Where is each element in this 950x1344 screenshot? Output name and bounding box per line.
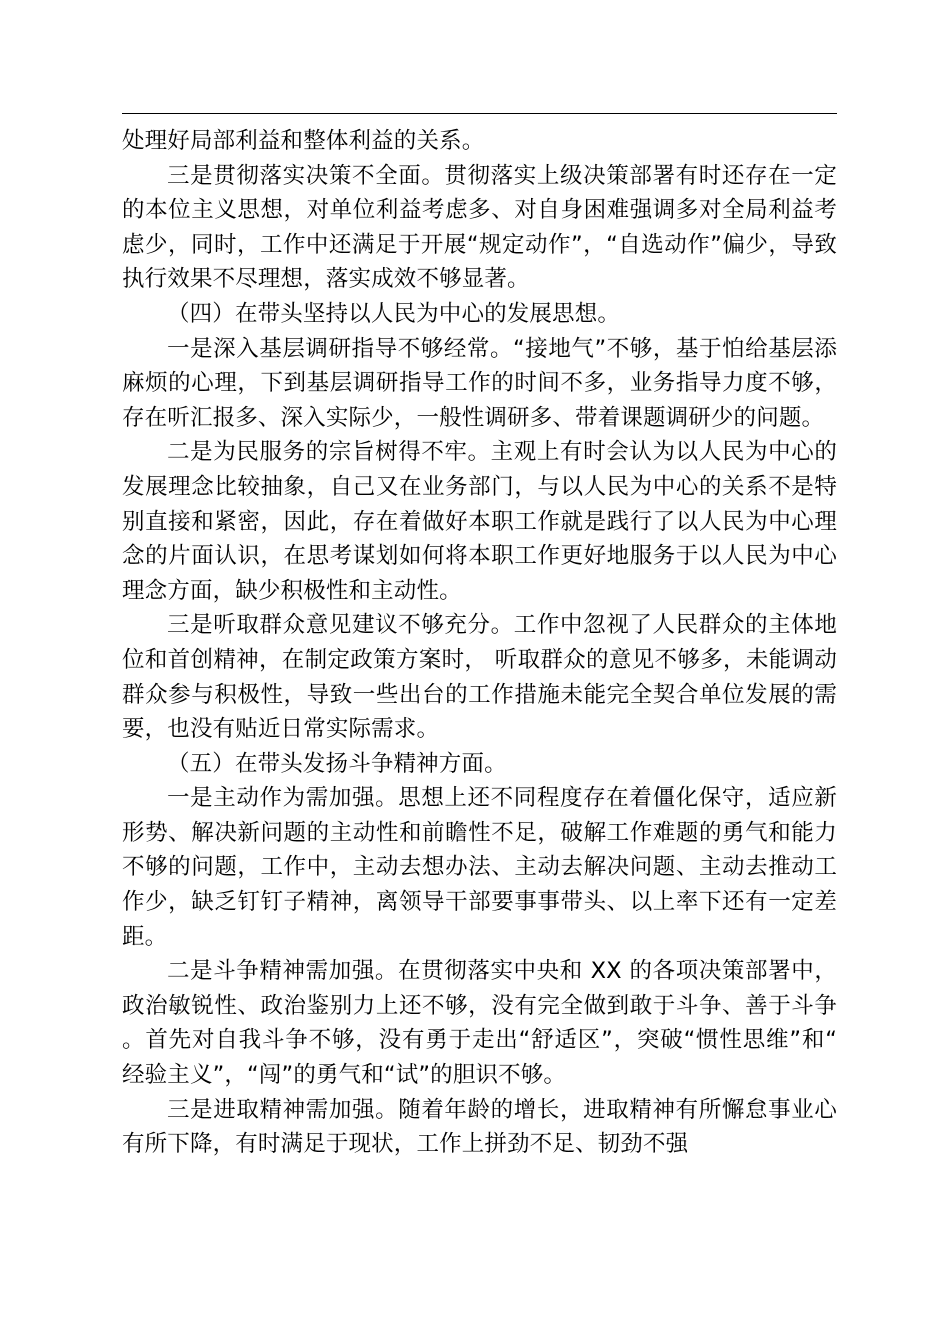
paragraph-service-purpose: 二是为民服务的宗旨树得不牢。主观上有时会认为以人民为中心的发展理念比较抽象，自己又在业务部门，与以人民为中心的关系不是特别直接和紧密，因此，存在着做好本职工作就是践行了以人民为中心理念的片面认识，在思考谋划如何将本职工作更好地服务于以人民为中心理念方面，缺少积极性和主动性。 — [122, 439, 837, 604]
paragraph-grassroots-research: 一是深入基层调研指导不够经常。“接地气”不够，基于怕给基层添麻烦的心理，下到基层调研指导工作的时间不多，业务指导力度不够，存在听汇报多、深入实际少，一般性调研多、带着课题调研少的问题。 — [122, 335, 837, 431]
header-rule — [122, 113, 837, 114]
paragraph-implementation-issue: 三是贯彻落实决策不全面。贯彻落实上级决策部署有时还存在一定的本位主义思想，对单位利益考虑多、对自身困难强调多对全局利益考虑少，同时，工作中还满足于开展“规定动作”，“自选动作”偏少，导致执行效果不尽理想，落实成效不够显著。 — [122, 162, 837, 293]
paragraph-public-opinion: 三是听取群众意见建议不够充分。工作中忽视了人民群众的主体地位和首创精神，在制定政策方案时， 听取群众的意见不够多，未能调动群众参与积极性，导致一些出台的工作措施未能完全契合单位发展的需要，也没有贴近日常实际需求。 — [122, 612, 837, 743]
section-heading-four: （四）在带头坚持以人民为中心的发展思想。 — [167, 300, 621, 327]
document-body — [122, 124, 837, 1162]
paragraph-struggle-spirit: 二是斗争精神需加强。在贯彻落实中央和 XX 的各项决策部署中，政治敏锐性、政治鉴别力上还不够，没有完全做到敢于斗争、善于斗争。首先对自我斗争不够，没有勇于走出“舒适区”，突破“惯性思维”和“经验主义”，“闯”的勇气和“试”的胆识不够。 — [122, 958, 837, 1089]
section-heading-five: （五）在带头发扬斗争精神方面。 — [167, 750, 507, 777]
paragraph-initiative: 一是主动作为需加强。思想上还不同程度存在着僵化保守，适应新形势、解决新问题的主动性和前瞻性不足，破解工作难题的勇气和能力不够的问题，工作中，主动去想办法、主动去解决问题、主动去推动工作少，缺乏钉钉子精神，离领导干部要事事带头、以上率下还有一定差距。 — [122, 785, 837, 950]
paragraph-continuation: 处理好局部利益和整体利益的关系。 — [122, 128, 485, 154]
paragraph-enterprising-spirit: 三是进取精神需加强。随着年龄的增长，进取精神有所懈怠事业心有所下降，有时满足于现状，工作上拼劲不足、韧劲不强 — [122, 1096, 837, 1158]
